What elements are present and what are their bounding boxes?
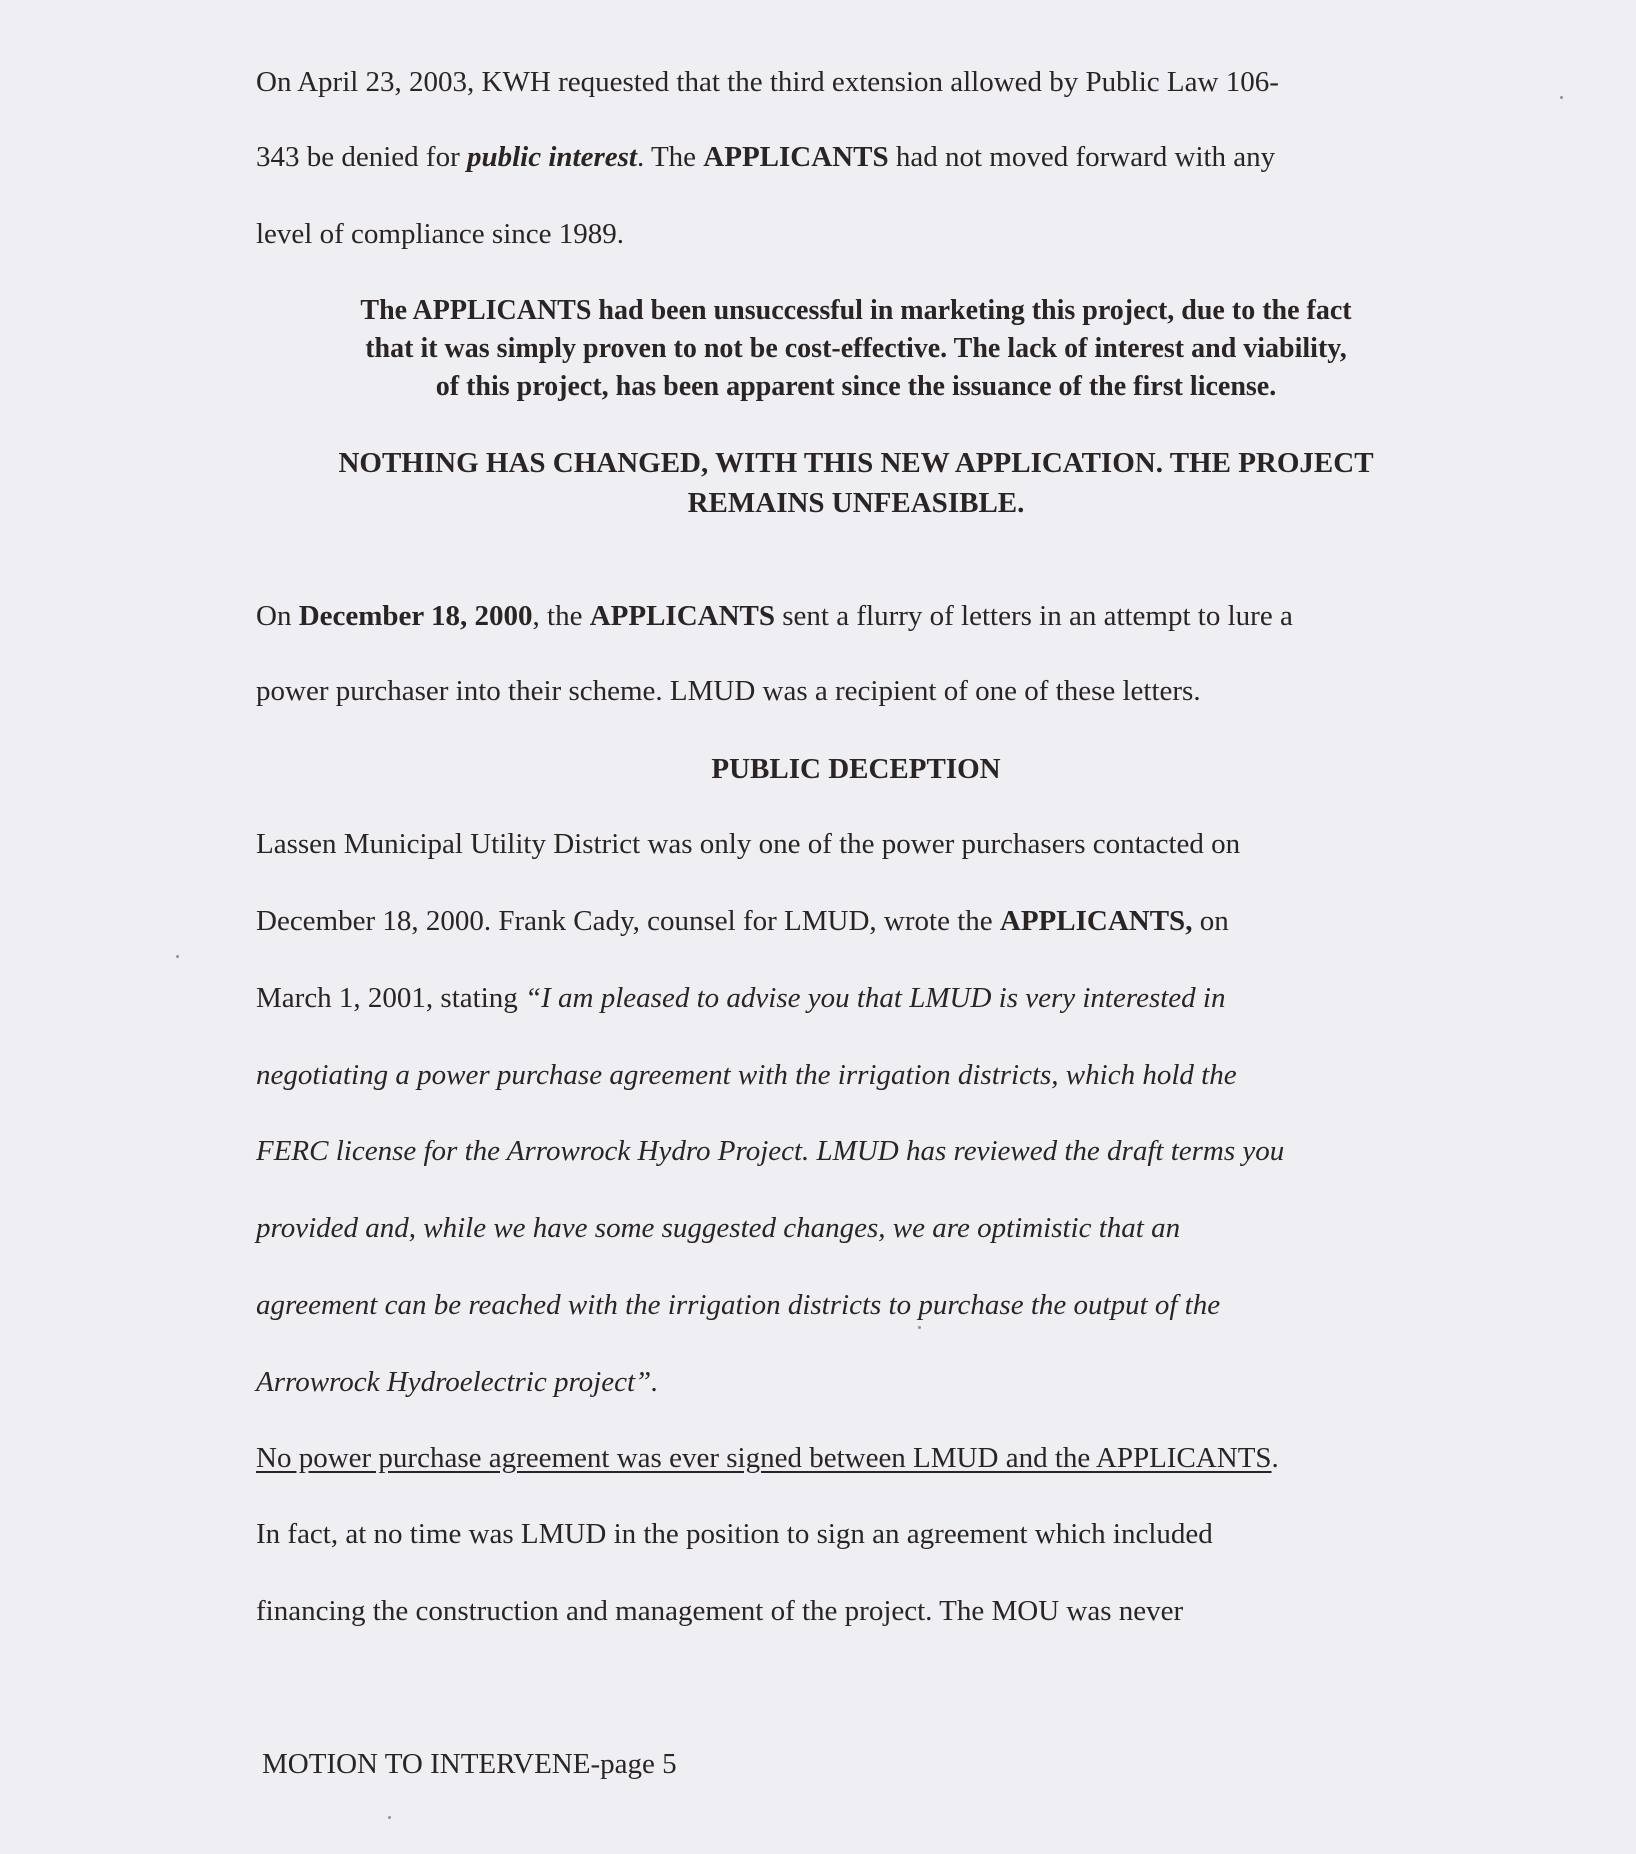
paragraph-line [256, 903, 1229, 939]
quote-text: agreement can be reached with the irrigation districts to purchase the output of the [256, 1289, 1221, 1321]
quote-line [256, 1133, 1284, 1169]
scan-speck [918, 1326, 921, 1329]
paragraph-line [256, 673, 1201, 709]
text: On April 23, 2003, KWH requested that the third extension allowed by Public Law 106- [256, 66, 1279, 98]
paragraph-line [256, 216, 624, 252]
quote-line [256, 1364, 658, 1400]
text: . The [636, 141, 704, 173]
caps-statement-line: REMAINS UNFEASIBLE. [687, 487, 1025, 519]
text: financing the construction and management of the project. The MOU was never [256, 1595, 1184, 1627]
text: On [256, 600, 299, 632]
bold-text: APPLICANTS, [999, 905, 1193, 937]
quote-text: negotiating a power purchase agreement with the irrigation districts, which hold the [256, 1059, 1237, 1091]
quote-line [256, 1057, 1237, 1093]
emphasis-text: public interest [467, 141, 637, 173]
text: 343 be denied for [256, 141, 467, 173]
text: March 1, 2001, stating [256, 982, 526, 1014]
caps-statement [256, 443, 1456, 523]
text: December 18, 2000. Frank Cady, counsel for LMUD, wrote the [256, 905, 1000, 937]
bold-statement [256, 292, 1456, 406]
paragraph-line [256, 826, 1240, 862]
caps-statement-line: NOTHING HAS CHANGED, WITH THIS NEW APPLICATION. THE PROJECT [338, 447, 1374, 479]
bold-statement-line: that it was simply proven to not be cost-effective. The lack of interest and viability, [365, 333, 1347, 364]
text: on [1192, 905, 1229, 937]
text: , the [532, 600, 590, 632]
quote-text: “I am pleased to advise you that LMUD is very interested in [525, 982, 1226, 1014]
scan-speck [388, 1816, 391, 1819]
quote-line [256, 1287, 1220, 1323]
quote-line [256, 1210, 1180, 1246]
text: had not moved forward with any [888, 141, 1276, 173]
text: . [1271, 1442, 1279, 1474]
paragraph-line [256, 139, 1275, 175]
paragraph-line [256, 1440, 1279, 1476]
paragraph-line [256, 980, 1225, 1016]
text: power purchaser into their scheme. LMUD was a recipient of one of these letters. [256, 675, 1201, 707]
section-heading: PUBLIC DECEPTION [711, 753, 1001, 785]
underlined-text: No power purchase agreement was ever signed between LMUD and the APPLICANTS [256, 1442, 1272, 1474]
quote-text: Arrowrock Hydroelectric project”. [256, 1366, 659, 1398]
text: Lassen Municipal Utility District was only one of the power purchasers contacted on [256, 828, 1241, 860]
paragraph-line [256, 598, 1293, 634]
bold-text: December 18, 2000 [298, 600, 533, 632]
page-footer: MOTION TO INTERVENE-page 5 [262, 1748, 677, 1780]
paragraph-line [256, 1593, 1183, 1629]
text: sent a flurry of letters in an attempt to lure a [775, 600, 1293, 632]
paragraph-line [256, 1516, 1213, 1552]
scan-speck [1560, 96, 1563, 99]
bold-text: APPLICANTS [703, 141, 889, 173]
bold-text: APPLICANTS [589, 600, 776, 632]
scan-speck [176, 955, 179, 958]
quote-text: FERC license for the Arrowrock Hydro Project. LMUD has reviewed the draft terms you [256, 1135, 1285, 1167]
text: In fact, at no time was LMUD in the position to sign an agreement which included [256, 1518, 1213, 1550]
bold-statement-line: of this project, has been apparent since the issuance of the first license. [435, 371, 1277, 402]
quote-text: provided and, while we have some suggested changes, we are optimistic that an [256, 1212, 1181, 1244]
bold-statement-line: The APPLICANTS had been unsuccessful in marketing this project, due to the fact [360, 295, 1352, 326]
paragraph-line [256, 64, 1279, 100]
text: level of compliance since 1989. [256, 218, 625, 250]
